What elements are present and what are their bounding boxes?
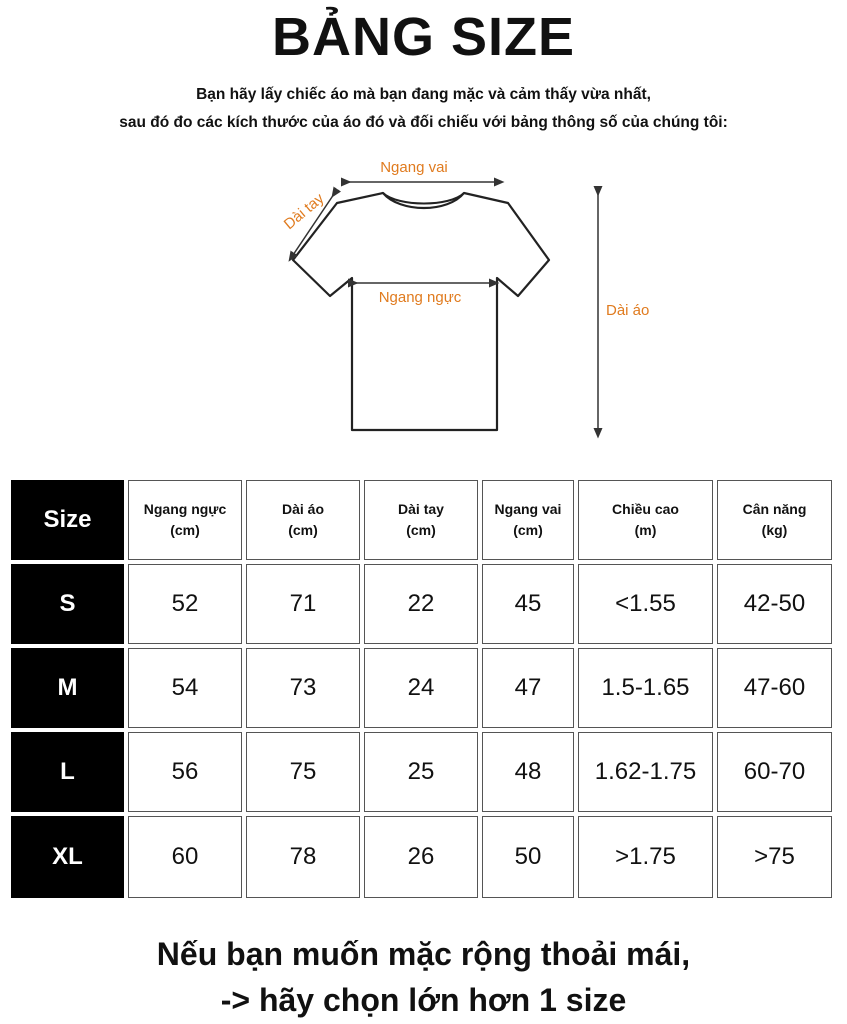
header-weight (717, 480, 832, 560)
header-weight-name: Cân năng (742, 501, 807, 517)
header-chest-name: Ngang ngực (143, 501, 227, 517)
cell-m-chest: 54 (128, 648, 242, 728)
footer-line-1: Nếu bạn muốn mặc rộng thoải mái, (156, 936, 691, 972)
header-weight-unit: (kg) (761, 522, 788, 538)
cell-s-length: 71 (246, 564, 360, 644)
header-height-unit: (m) (634, 522, 657, 538)
header-shoulder-name: Ngang vai (494, 501, 562, 517)
cell-l-weight: 60-70 (717, 732, 832, 812)
cell-xl-shoulder: 50 (482, 816, 574, 898)
header-sleeve-unit: (cm) (406, 522, 436, 538)
header-height (578, 480, 713, 560)
cell-s-sleeve: 22 (364, 564, 478, 644)
page-title: BẢNG SIZE (271, 7, 576, 67)
cell-xl-length: 78 (246, 816, 360, 898)
cell-m-shoulder: 47 (482, 648, 574, 728)
header-sleeve (364, 480, 478, 560)
cell-l-sleeve: 25 (364, 732, 478, 812)
header-chest-unit: (cm) (170, 522, 200, 538)
length-label: Dài áo (606, 302, 650, 319)
cell-xl-chest: 60 (128, 816, 242, 898)
row-size-s: S (11, 564, 124, 644)
cell-s-shoulder: 45 (482, 564, 574, 644)
shoulder-label: Ngang vai (380, 159, 448, 176)
cell-l-chest: 56 (128, 732, 242, 812)
cell-m-weight: 47-60 (717, 648, 832, 728)
cell-xl-height: >1.75 (578, 816, 713, 898)
chest-label: Ngang ngực (378, 289, 462, 306)
row-size-m: M (11, 648, 124, 728)
cell-l-height: 1.62-1.75 (578, 732, 713, 812)
intro-line-2: sau đó đo các kích thước của áo đó và đối chiếu với bảng thông số của chúng tôi: (119, 114, 728, 131)
header-shoulder (482, 480, 574, 560)
header-height-name: Chiều cao (612, 501, 679, 517)
cell-xl-weight: >75 (717, 816, 832, 898)
size-header-cell: Size (11, 480, 124, 560)
intro-line-1: Bạn hãy lấy chiếc áo mà bạn đang mặc và cảm thấy vừa nhất, (196, 86, 651, 103)
cell-s-height: <1.55 (578, 564, 713, 644)
cell-l-length: 75 (246, 732, 360, 812)
cell-l-shoulder: 48 (482, 732, 574, 812)
header-length-unit: (cm) (288, 522, 318, 538)
row-size-xl: XL (11, 816, 124, 898)
tshirt-outline (293, 193, 549, 430)
cell-m-height: 1.5-1.65 (578, 648, 713, 728)
header-length-name: Dài áo (281, 501, 324, 517)
cell-m-length: 73 (246, 648, 360, 728)
cell-s-weight: 42-50 (717, 564, 832, 644)
tshirt-measurement-diagram (0, 150, 847, 450)
header-length (246, 480, 360, 560)
row-size-l: L (11, 732, 124, 812)
header-sleeve-name: Dài tay (398, 501, 444, 517)
cell-xl-sleeve: 26 (364, 816, 478, 898)
sleeve-label: Dài tay (280, 190, 328, 234)
header-shoulder-unit: (cm) (513, 522, 543, 538)
header-chest (128, 480, 242, 560)
cell-m-sleeve: 24 (364, 648, 478, 728)
footer-line-2: -> hãy chọn lớn hơn 1 size (220, 982, 627, 1018)
cell-s-chest: 52 (128, 564, 242, 644)
